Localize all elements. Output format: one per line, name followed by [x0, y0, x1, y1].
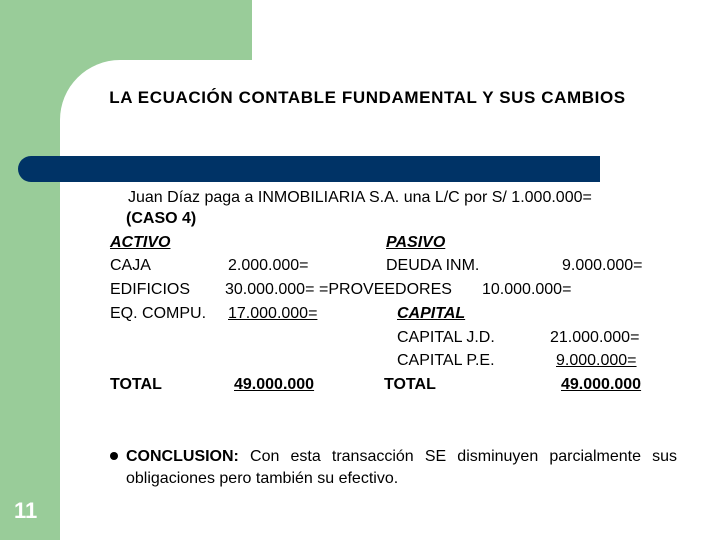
pasivo-value-deuda: 9.000.000= [562, 257, 643, 274]
activo-value-edificios: 30.000.000= [225, 281, 315, 298]
pasivo-value-proveedores: 10.000.000= [482, 281, 572, 298]
page-number: 11 [14, 498, 38, 523]
total-pasivo-value: 49.000.000 [561, 376, 642, 393]
capital-value-pe: 9.000.000= [556, 352, 637, 369]
pasivo-header: PASIVO [386, 234, 446, 251]
intro-line-1: Juan Díaz paga a INMOBILIARIA S.A. una L/C por S/ 1.000.000= [128, 189, 592, 206]
green-left-band [0, 0, 60, 540]
activo-value-caja: 2.000.000= [228, 257, 309, 274]
activo-label-eqcompu: EQ. COMPU. [110, 305, 207, 322]
capital-label-jd: CAPITAL J.D. [397, 329, 495, 346]
total-activo-value: 49.000.000 [234, 376, 315, 393]
capital-value-jd: 21.000.000= [550, 329, 640, 346]
pasivo-label-proveedores: =PROVEEDORES [319, 281, 452, 298]
bullet-icon [110, 452, 118, 460]
activo-label-edificios: EDIFICIOS [110, 281, 191, 298]
slide-title: LA ECUACIÓN CONTABLE FUNDAMENTAL Y SUS CAMBIOS [109, 88, 626, 107]
activo-value-eqcompu: 17.000.000= [228, 305, 318, 322]
pasivo-label-deuda: DEUDA INM. [386, 257, 480, 274]
capital-label-pe: CAPITAL P.E. [397, 352, 495, 369]
title-divider-bar [18, 156, 600, 182]
capital-header: CAPITAL [397, 305, 466, 322]
case-label: (CASO 4) [126, 210, 197, 227]
total-activo-label: TOTAL [110, 376, 162, 393]
conclusion-label: CONCLUSION: [126, 448, 239, 465]
conclusion-text: Con esta transacción SE disminuyen parcialmente sus obligaciones pero también su efectivo. [126, 448, 677, 487]
activo-label-caja: CAJA [110, 257, 151, 274]
conclusion-paragraph [126, 446, 677, 490]
total-pasivo-label: TOTAL [384, 376, 436, 393]
activo-header: ACTIVO [110, 234, 171, 251]
